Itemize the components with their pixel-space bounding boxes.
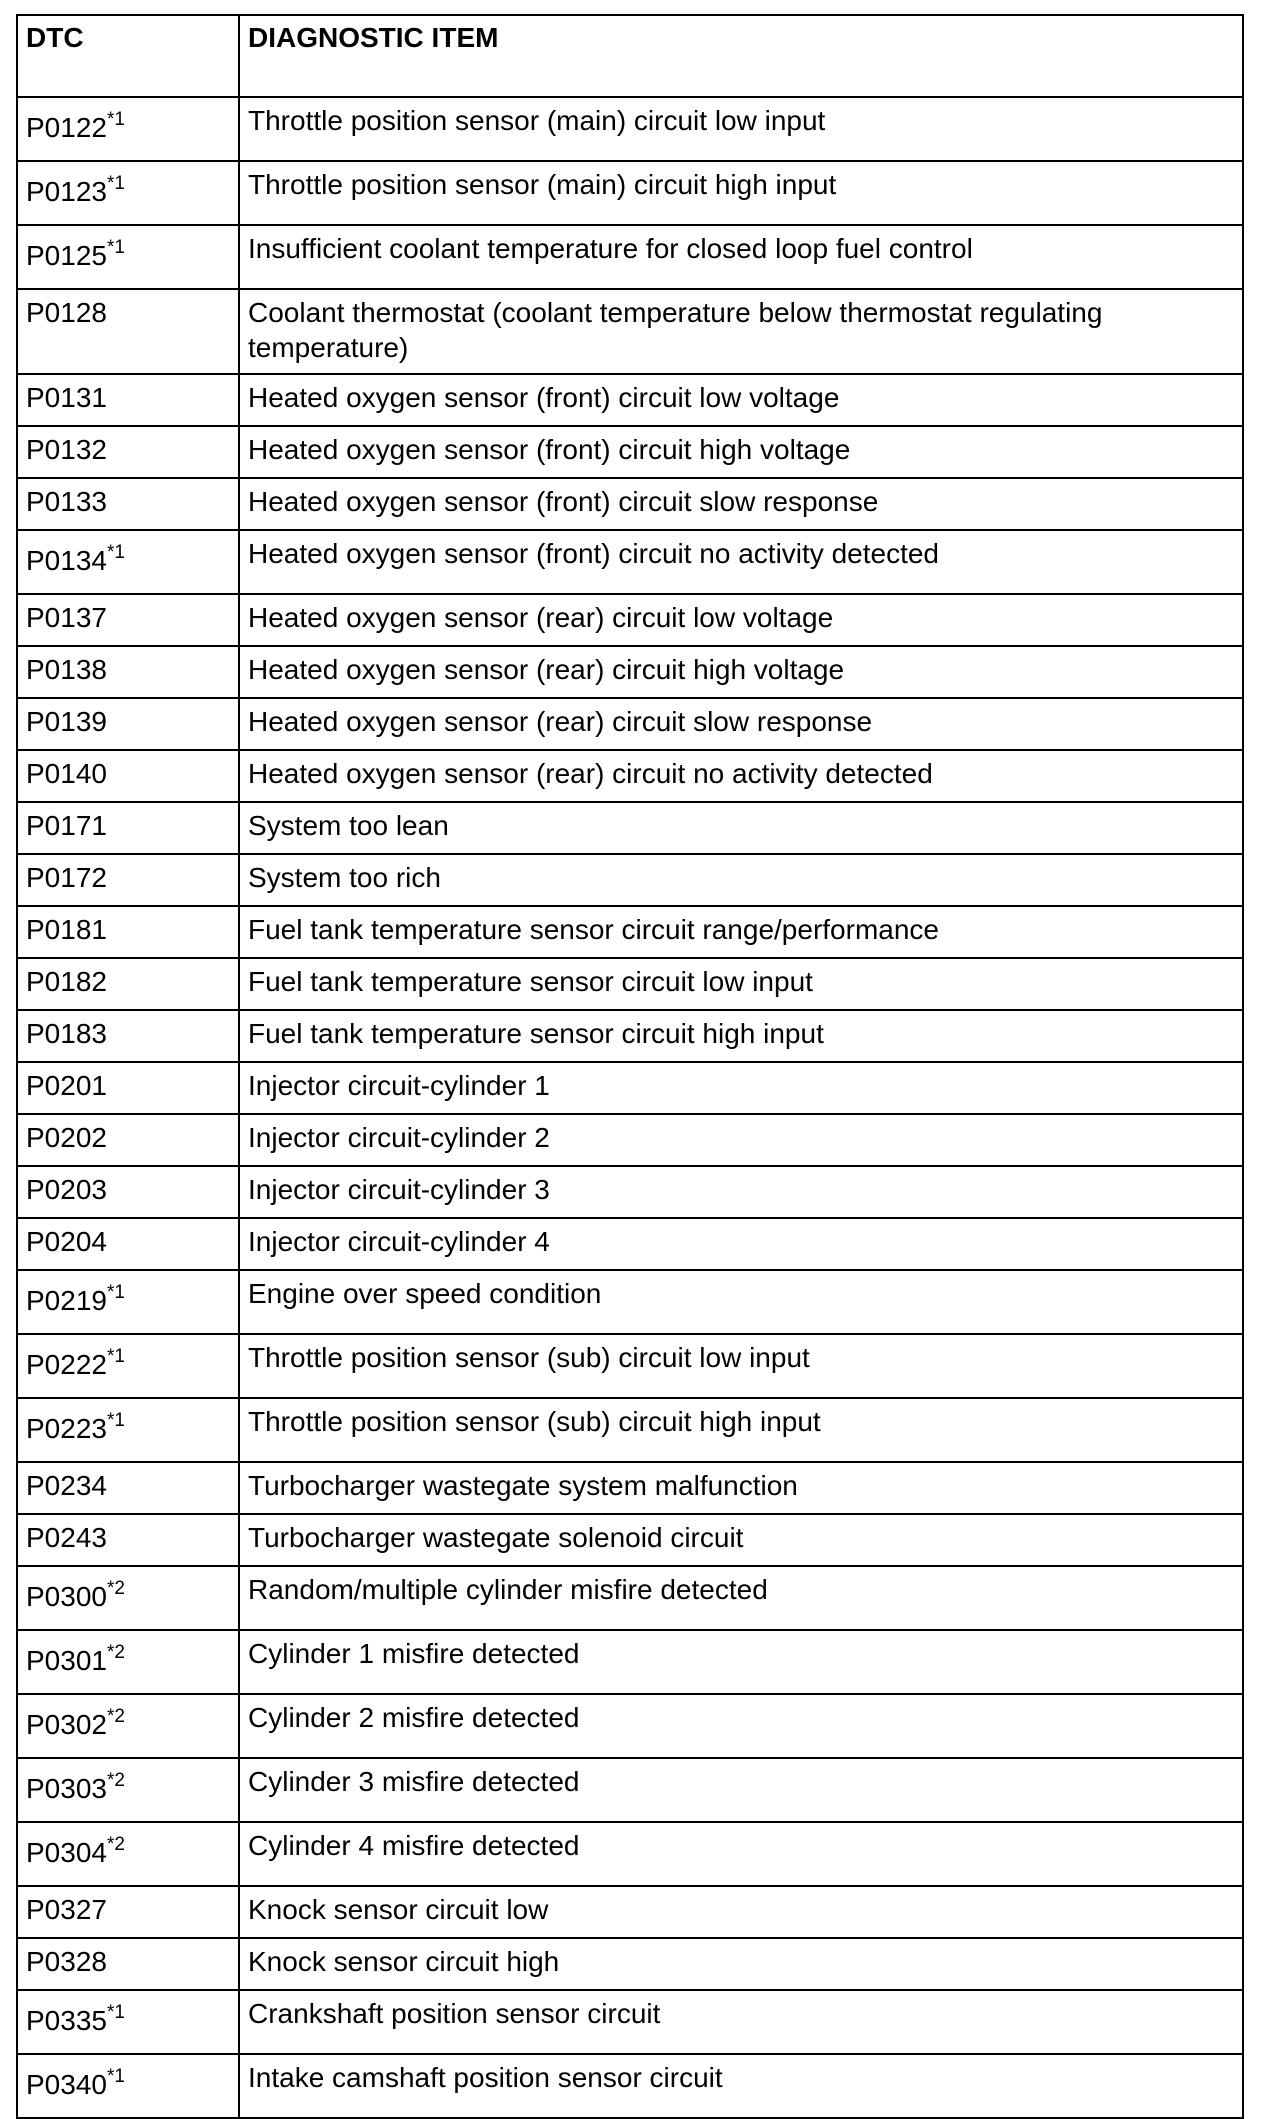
- dtc-code: P0139: [26, 706, 107, 737]
- dtc-code: P0243: [26, 1522, 107, 1553]
- diagnostic-item-cell: Heated oxygen sensor (rear) circuit no activity detected: [239, 750, 1243, 802]
- diagnostic-item-cell: Throttle position sensor (main) circuit high input: [239, 161, 1243, 225]
- dtc-code-cell: [17, 1938, 239, 1990]
- diagnostic-item-cell: Heated oxygen sensor (front) circuit no activity detected: [239, 530, 1243, 594]
- diagnostic-item-cell: Insufficient coolant temperature for closed loop fuel control: [239, 225, 1243, 289]
- dtc-code: P0122: [26, 112, 107, 143]
- diagnostic-item-cell: Crankshaft position sensor circuit: [239, 1990, 1243, 2054]
- dtc-code: P0340: [26, 2069, 107, 2100]
- diagnostic-item-cell: Random/multiple cylinder misfire detected: [239, 1566, 1243, 1630]
- dtc-code-cell: [17, 1218, 239, 1270]
- dtc-code-cell: [17, 802, 239, 854]
- dtc-code-cell: [17, 594, 239, 646]
- dtc-code: P0203: [26, 1174, 107, 1205]
- dtc-code: P0202: [26, 1122, 107, 1153]
- dtc-code-cell: [17, 1822, 239, 1886]
- dtc-code-cell: [17, 1694, 239, 1758]
- diagnostic-item-cell: Turbocharger wastegate system malfunction: [239, 1462, 1243, 1514]
- diagnostic-item-cell: Heated oxygen sensor (front) circuit high voltage: [239, 426, 1243, 478]
- dtc-footnote-marker: *1: [106, 1409, 125, 1431]
- dtc-code: P0133: [26, 486, 107, 517]
- dtc-code: P0140: [26, 758, 107, 789]
- dtc-code: P0327: [26, 1894, 107, 1925]
- table-row: [17, 1114, 1243, 1166]
- table-row: [17, 530, 1243, 594]
- table-row: [17, 698, 1243, 750]
- dtc-code-cell: [17, 1270, 239, 1334]
- dtc-code: P0223: [26, 1413, 107, 1444]
- dtc-code-cell: [17, 1010, 239, 1062]
- diagnostic-item-cell: Heated oxygen sensor (rear) circuit high voltage: [239, 646, 1243, 698]
- diagnostic-item-cell: Cylinder 1 misfire detected: [239, 1630, 1243, 1694]
- dtc-code-cell: [17, 646, 239, 698]
- dtc-code-cell: [17, 478, 239, 530]
- diagnostic-item-cell: Throttle position sensor (sub) circuit low input: [239, 1334, 1243, 1398]
- dtc-code: P0300: [26, 1581, 107, 1612]
- table-body: [17, 97, 1243, 2118]
- dtc-footnote-marker: *1: [106, 2001, 125, 2023]
- dtc-code: P0301: [26, 1645, 107, 1676]
- table-row: [17, 802, 1243, 854]
- dtc-code-cell: [17, 374, 239, 426]
- dtc-code: P0234: [26, 1470, 107, 1501]
- dtc-footnote-marker: *2: [106, 1641, 125, 1663]
- table-row: [17, 1990, 1243, 2054]
- header-diagnostic-item: DIAGNOSTIC ITEM: [239, 15, 1243, 97]
- dtc-code: P0128: [26, 297, 107, 328]
- dtc-footnote-marker: *2: [106, 1577, 125, 1599]
- dtc-code-cell: [17, 854, 239, 906]
- dtc-code-cell: [17, 1334, 239, 1398]
- diagnostic-item-cell: Knock sensor circuit high: [239, 1938, 1243, 1990]
- dtc-code: P0335: [26, 2005, 107, 2036]
- table-row: [17, 289, 1243, 374]
- table-row: [17, 1334, 1243, 1398]
- dtc-code: P0201: [26, 1070, 107, 1101]
- diagnostic-item-cell: Heated oxygen sensor (front) circuit slow response: [239, 478, 1243, 530]
- diagnostic-item-cell: Fuel tank temperature sensor circuit low input: [239, 958, 1243, 1010]
- dtc-code: P0134: [26, 545, 107, 576]
- dtc-code: P0138: [26, 654, 107, 685]
- dtc-code: P0131: [26, 382, 107, 413]
- table-row: [17, 161, 1243, 225]
- dtc-code: P0181: [26, 914, 107, 945]
- diagnostic-item-cell: Intake camshaft position sensor circuit: [239, 2054, 1243, 2118]
- dtc-code-cell: [17, 97, 239, 161]
- table-row: [17, 1514, 1243, 1566]
- dtc-code: P0183: [26, 1018, 107, 1049]
- table-row: [17, 594, 1243, 646]
- table-row: [17, 1218, 1243, 1270]
- table-row: [17, 958, 1243, 1010]
- dtc-code: P0123: [26, 176, 107, 207]
- table-row: [17, 374, 1243, 426]
- dtc-code-cell: [17, 1462, 239, 1514]
- diagnostic-item-cell: Fuel tank temperature sensor circuit range/performance: [239, 906, 1243, 958]
- table-row: [17, 646, 1243, 698]
- dtc-code-cell: [17, 1514, 239, 1566]
- diagnostic-item-cell: Coolant thermostat (coolant temperature below thermostat regulating temperature): [239, 289, 1243, 374]
- dtc-code-cell: [17, 958, 239, 1010]
- dtc-code: P0137: [26, 602, 107, 633]
- table-row: [17, 1398, 1243, 1462]
- table-row: [17, 750, 1243, 802]
- dtc-code: P0222: [26, 1349, 107, 1380]
- table-row: [17, 1462, 1243, 1514]
- dtc-code-cell: [17, 1566, 239, 1630]
- table-row: [17, 1010, 1243, 1062]
- table-row: [17, 1758, 1243, 1822]
- table-row: [17, 1886, 1243, 1938]
- dtc-code-cell: [17, 289, 239, 374]
- diagnostic-item-cell: Engine over speed condition: [239, 1270, 1243, 1334]
- table-row: [17, 1166, 1243, 1218]
- dtc-code: P0302: [26, 1709, 107, 1740]
- dtc-code: P0204: [26, 1226, 107, 1257]
- dtc-code-cell: [17, 426, 239, 478]
- dtc-code-cell: [17, 225, 239, 289]
- table-row: [17, 478, 1243, 530]
- dtc-code: P0303: [26, 1773, 107, 1804]
- table-row: [17, 1270, 1243, 1334]
- dtc-footnote-marker: *2: [106, 1833, 125, 1855]
- diagnostic-item-cell: Heated oxygen sensor (rear) circuit low voltage: [239, 594, 1243, 646]
- diagnostic-item-cell: Cylinder 3 misfire detected: [239, 1758, 1243, 1822]
- dtc-code-cell: [17, 750, 239, 802]
- dtc-footnote-marker: *1: [106, 2065, 125, 2087]
- dtc-code: P0219: [26, 1285, 107, 1316]
- dtc-code-cell: [17, 2054, 239, 2118]
- table-row: [17, 854, 1243, 906]
- dtc-footnote-marker: *2: [106, 1705, 125, 1727]
- diagnostic-item-cell: Injector circuit-cylinder 3: [239, 1166, 1243, 1218]
- diagnostic-item-cell: Cylinder 4 misfire detected: [239, 1822, 1243, 1886]
- table-row: [17, 225, 1243, 289]
- dtc-code-cell: [17, 1758, 239, 1822]
- dtc-code-cell: [17, 1114, 239, 1166]
- dtc-code-cell: [17, 161, 239, 225]
- diagnostic-item-cell: System too rich: [239, 854, 1243, 906]
- diagnostic-item-cell: Knock sensor circuit low: [239, 1886, 1243, 1938]
- dtc-code: P0132: [26, 434, 107, 465]
- dtc-code-cell: [17, 1886, 239, 1938]
- dtc-footnote-marker: *1: [106, 1281, 125, 1303]
- diagnostic-item-cell: Throttle position sensor (sub) circuit high input: [239, 1398, 1243, 1462]
- diagnostic-item-cell: Fuel tank temperature sensor circuit high input: [239, 1010, 1243, 1062]
- dtc-table: [16, 14, 1244, 2119]
- diagnostic-item-cell: Heated oxygen sensor (rear) circuit slow response: [239, 698, 1243, 750]
- diagnostic-item-cell: Injector circuit-cylinder 2: [239, 1114, 1243, 1166]
- diagnostic-item-cell: Heated oxygen sensor (front) circuit low voltage: [239, 374, 1243, 426]
- dtc-code-cell: [17, 1166, 239, 1218]
- dtc-code: P0304: [26, 1837, 107, 1868]
- table-row: [17, 97, 1243, 161]
- dtc-footnote-marker: *2: [106, 1769, 125, 1791]
- dtc-footnote-marker: *1: [106, 541, 125, 563]
- table-row: [17, 1938, 1243, 1990]
- dtc-code-cell: [17, 906, 239, 958]
- dtc-footnote-marker: *1: [106, 1345, 125, 1367]
- header-row: [17, 15, 1243, 97]
- header-dtc: DTC: [17, 15, 239, 97]
- table-row: [17, 1566, 1243, 1630]
- dtc-code-cell: [17, 1062, 239, 1114]
- table-row: [17, 1630, 1243, 1694]
- dtc-footnote-marker: *1: [106, 236, 125, 258]
- diagnostic-item-cell: Cylinder 2 misfire detected: [239, 1694, 1243, 1758]
- dtc-code: P0328: [26, 1946, 107, 1977]
- diagnostic-item-cell: Throttle position sensor (main) circuit low input: [239, 97, 1243, 161]
- diagnostic-item-cell: System too lean: [239, 802, 1243, 854]
- table-row: [17, 426, 1243, 478]
- dtc-footnote-marker: *1: [106, 172, 125, 194]
- dtc-code: P0182: [26, 966, 107, 997]
- table-row: [17, 1062, 1243, 1114]
- dtc-code-cell: [17, 530, 239, 594]
- dtc-code-cell: [17, 1630, 239, 1694]
- dtc-code: P0172: [26, 862, 107, 893]
- diagnostic-item-cell: Turbocharger wastegate solenoid circuit: [239, 1514, 1243, 1566]
- table-row: [17, 2054, 1243, 2118]
- dtc-code: P0125: [26, 240, 107, 271]
- table-row: [17, 906, 1243, 958]
- table-row: [17, 1694, 1243, 1758]
- dtc-code: P0171: [26, 810, 107, 841]
- dtc-code-cell: [17, 1398, 239, 1462]
- table-row: [17, 1822, 1243, 1886]
- dtc-code-cell: [17, 1990, 239, 2054]
- dtc-footnote-marker: *1: [106, 108, 125, 130]
- diagnostic-item-cell: Injector circuit-cylinder 4: [239, 1218, 1243, 1270]
- diagnostic-item-cell: Injector circuit-cylinder 1: [239, 1062, 1243, 1114]
- dtc-code-cell: [17, 698, 239, 750]
